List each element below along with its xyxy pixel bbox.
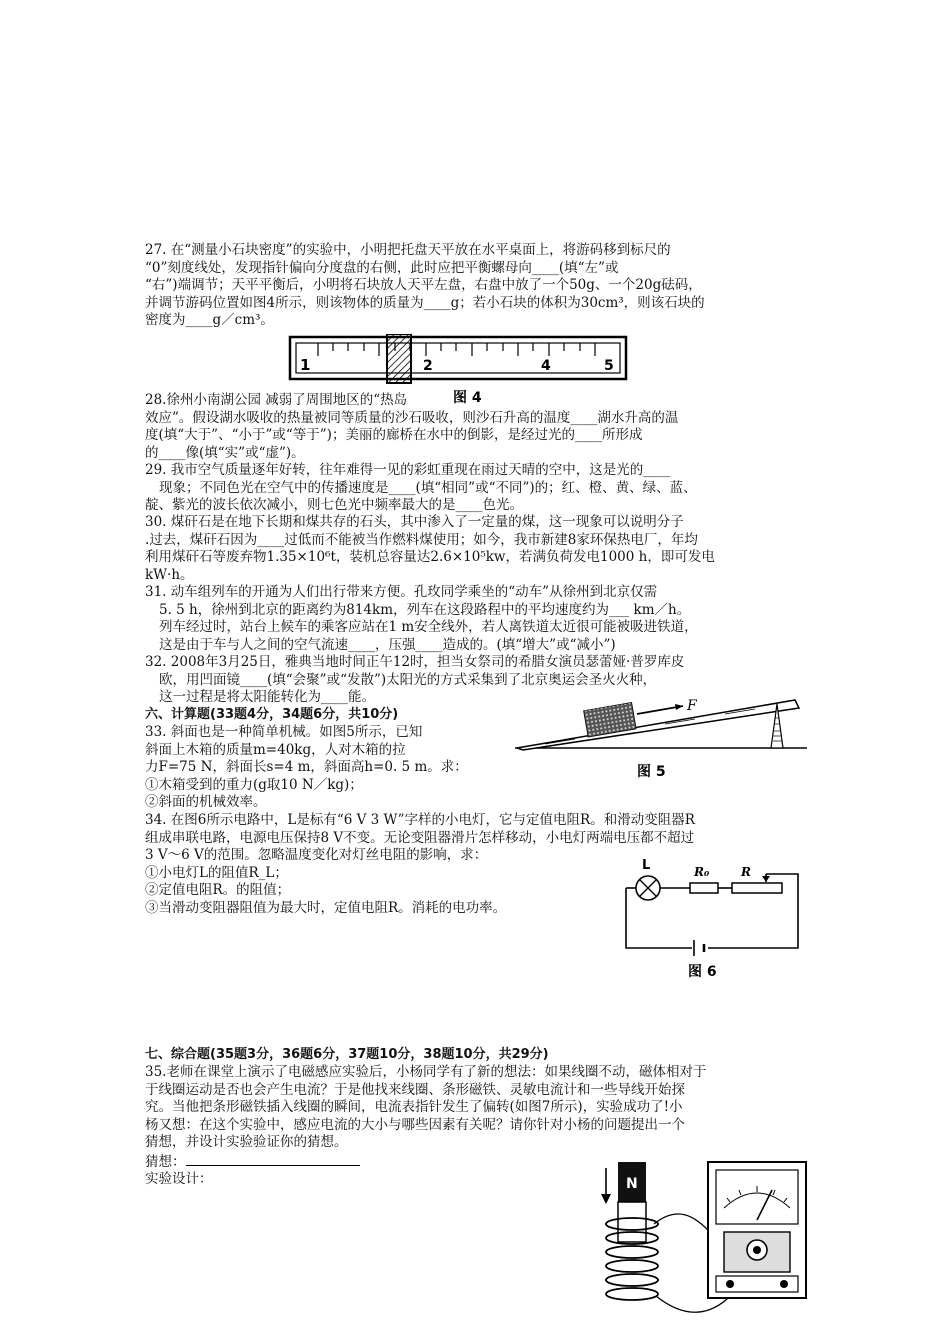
q29-line-2: 现象；不同色光在空气中的传播速度是____(填“相同”或“不同”)的；红、橙、黄、绿、蓝、 (159, 479, 697, 496)
coil (606, 1218, 658, 1300)
force-label: F (687, 698, 697, 714)
figure-4-caption: 图 4 (453, 390, 482, 406)
q33-line-2: 斜面上木箱的质量m=40kg，人对木箱的拉 (145, 741, 406, 758)
rheostat-label: R (741, 865, 751, 879)
q34-line-1: 34. 在图6所示电路中，L是标有“6 V 3 W”字样的小电灯，它与定值电阻R。和滑动变阻器R (145, 812, 695, 828)
q28-line-3: 度(填“大于”、“小于”或“等于”)；美丽的廊桥在水中的倒影，是经过光的____所形成 (145, 427, 643, 443)
r0-label: R₀ (694, 865, 710, 879)
terminal-left (726, 1280, 734, 1288)
q33-line-1: 33. 斜面也是一种简单机械。如图5所示，已知 (145, 724, 423, 740)
magnet-north-label: N (626, 1176, 638, 1192)
terminal-right (780, 1280, 788, 1288)
figure-5-caption: 图 5 (637, 764, 666, 780)
q33-line-3: 力F=75 N，斜面长s=4 m，斜面高h=0. 5 m。求： (145, 759, 468, 775)
q32-line-2: 欧，用凹面镜____(填“会聚”或“发散”)太阳光的方式采集到了北京奥运会圣火火种， (159, 671, 657, 688)
q34-line-3: 3 V～6 V的范围。忽略温度变化对灯丝电阻的影响，求： (145, 847, 488, 863)
question-27 (145, 242, 810, 330)
q29-line-1: 29. 我市空气质量逐年好转，往年难得一见的彩虹重现在雨过天晴的空中，这是光的____ (145, 462, 671, 478)
q35-line-5: 猜想，并设计实验验证你的猜想。 (145, 1134, 348, 1150)
rider-slider (387, 334, 411, 383)
section-7-heading: 七、综合题(35题3分，36题6分，37题10分，38题10分，共29分) (145, 1047, 549, 1062)
question-31 (145, 584, 810, 654)
q34-line-4: ①小电灯L的阻值R_L； (145, 864, 288, 881)
figure-5-incline (515, 688, 810, 780)
incline-board (517, 700, 799, 750)
q31-line-3: 列车经过时，站台上候车的乘客应站在1 m安全线外，若人离铁道太近很可能被吸进铁道， (159, 619, 698, 635)
q34-line-2: 组成串联电路，电源电压保持8 V不变。无论变阻器滑片怎样移动，小电灯两端电压都不超过 (145, 829, 695, 846)
q27-line-3: “右”)端调节；天平平衡后，小明将石块放人天平左盘，右盘中放了一个50g、一个20g砝码， (145, 277, 702, 293)
figure-6-caption: 图 6 (688, 964, 717, 980)
q27-line-5: 密度为____g／cm³。 (145, 312, 274, 328)
galvanometer-dial (716, 1170, 798, 1224)
scale-tick-label-2: 2 (423, 358, 433, 374)
q35-line-4: 杨又想：在这个实验中，感应电流的大小与哪些因素有关呢？请你针对小杨的问题提出一个 (145, 1116, 685, 1133)
q34-line-6: ③当滑动变阻器阻值为最大时，定值电阻R。消耗的电功率。 (145, 899, 507, 916)
scale-tick-label-5: 5 (604, 358, 614, 374)
q30-line-4: kW·h。 (145, 566, 194, 583)
rheostat (732, 883, 782, 893)
q35-line-3: 究。当他把条形磁铁插入线圈的瞬间，电流表指针发生了偏转(如图7所示)，实验成功了!小 (145, 1099, 683, 1115)
q35-line-1: 35.老师在课堂上演示了电磁感应实验后，小杨同学有了新的想法：如果线圈不动，磁体相对于 (145, 1064, 707, 1080)
q34-line-5: ②定值电阻R。的阻值； (145, 882, 291, 898)
q29-line-3: 靛、紫光的波长依次减小，则七色光中频率最大的是____色光。 (145, 497, 523, 513)
q33-line-4: ①木箱受到的重力(g取10 N／kg)； (145, 776, 363, 793)
bar-magnet-south (618, 1202, 646, 1242)
q28-line-4: 的____像(填“实”或“虚”)。 (145, 444, 305, 461)
q28-line-2: 效应”。假设湖水吸收的热量被同等质量的沙石吸收，则沙石升高的温度____湖水升高的温 (145, 409, 679, 426)
scale-tick-label-4: 4 (541, 358, 551, 374)
guess-answer-line[interactable] (186, 1152, 360, 1166)
q27-line-2: “0”刻度线处，发现指针偏向分度盘的右侧，此时应把平衡螺母向____(填“左”或 (145, 259, 619, 276)
question-28 (145, 392, 810, 462)
section-6-heading: 六、计算题(33题4分，34题6分，共10分) (145, 707, 399, 722)
mechanism-center (753, 1246, 761, 1254)
q27-line-1: 27. 在“测量小石块密度”的实验中，小明把托盘天平放在水平桌面上，将游码移到标尺的 (145, 242, 671, 258)
motion-arrow-head (601, 1194, 611, 1204)
question-30 (145, 514, 810, 584)
q30-line-2: .过去，煤矸石因为____过低而不能被当作燃料煤使用；如今，我市新建8家环保热电厂，年均 (145, 531, 698, 548)
design-label: 实验设计： (145, 1171, 213, 1187)
q33-line-5: ②斜面的机械效率。 (145, 794, 267, 810)
q27-line-4: 并调节游码位置如图4所示，则该物体的质量为____g；若小石块的体积为30cm³，则该石块的 (145, 294, 705, 311)
question-33 (145, 724, 505, 812)
lamp-label: L (642, 858, 651, 873)
q31-line-1: 31. 动车组列车的开通为人们出行带来方便。孔玫同学乘坐的“动车”从徐州到北京仅需 (145, 584, 658, 600)
q32-line-1: 32. 2008年3月25日，雅典当地时间正午12时，担当女祭司的希腊女演员瑟蕾娅·普罗库皮 (145, 654, 685, 670)
fixed-resistor (690, 883, 718, 893)
q30-line-1: 30. 煤矸石是在地下长期和煤共存的石头，其中渗入了一定量的煤，这一现象可以说明分子 (145, 514, 684, 530)
q32-line-3: 这一过程是将太阳能转化为____能。 (159, 689, 375, 705)
q35-line-2: 于线圈运动是否也会产生电流？于是他找来线圈、条形磁铁、灵敏电流计和一些导线开始探 (145, 1081, 685, 1098)
q31-line-4: 这是由于车与人之间的空气流速____，压强____造成的。(填“增大”或“减小”) (159, 636, 616, 653)
q28-line-1: 28.徐州小南湖公园 减弱了周围地区的“热岛 (145, 392, 408, 408)
rheostat-slider (762, 876, 770, 882)
guess-label: 猜想： (145, 1153, 186, 1170)
figure-6-circuit (618, 856, 804, 980)
q30-line-3: 利用煤矸石等废弃物1.35×10⁶t，装机总容量达2.6×10⁵kw，若满负荷发电1000 h，即可发电 (145, 549, 715, 565)
scale-tick-label-1: 1 (300, 356, 311, 374)
q31-line-2: 5. 5 h，徐州到北京的距离约为814km，列车在这段路程中的平均速度约为___ km／h。 (159, 601, 691, 618)
figure-7-induction (596, 1158, 816, 1340)
question-29 (145, 462, 810, 515)
